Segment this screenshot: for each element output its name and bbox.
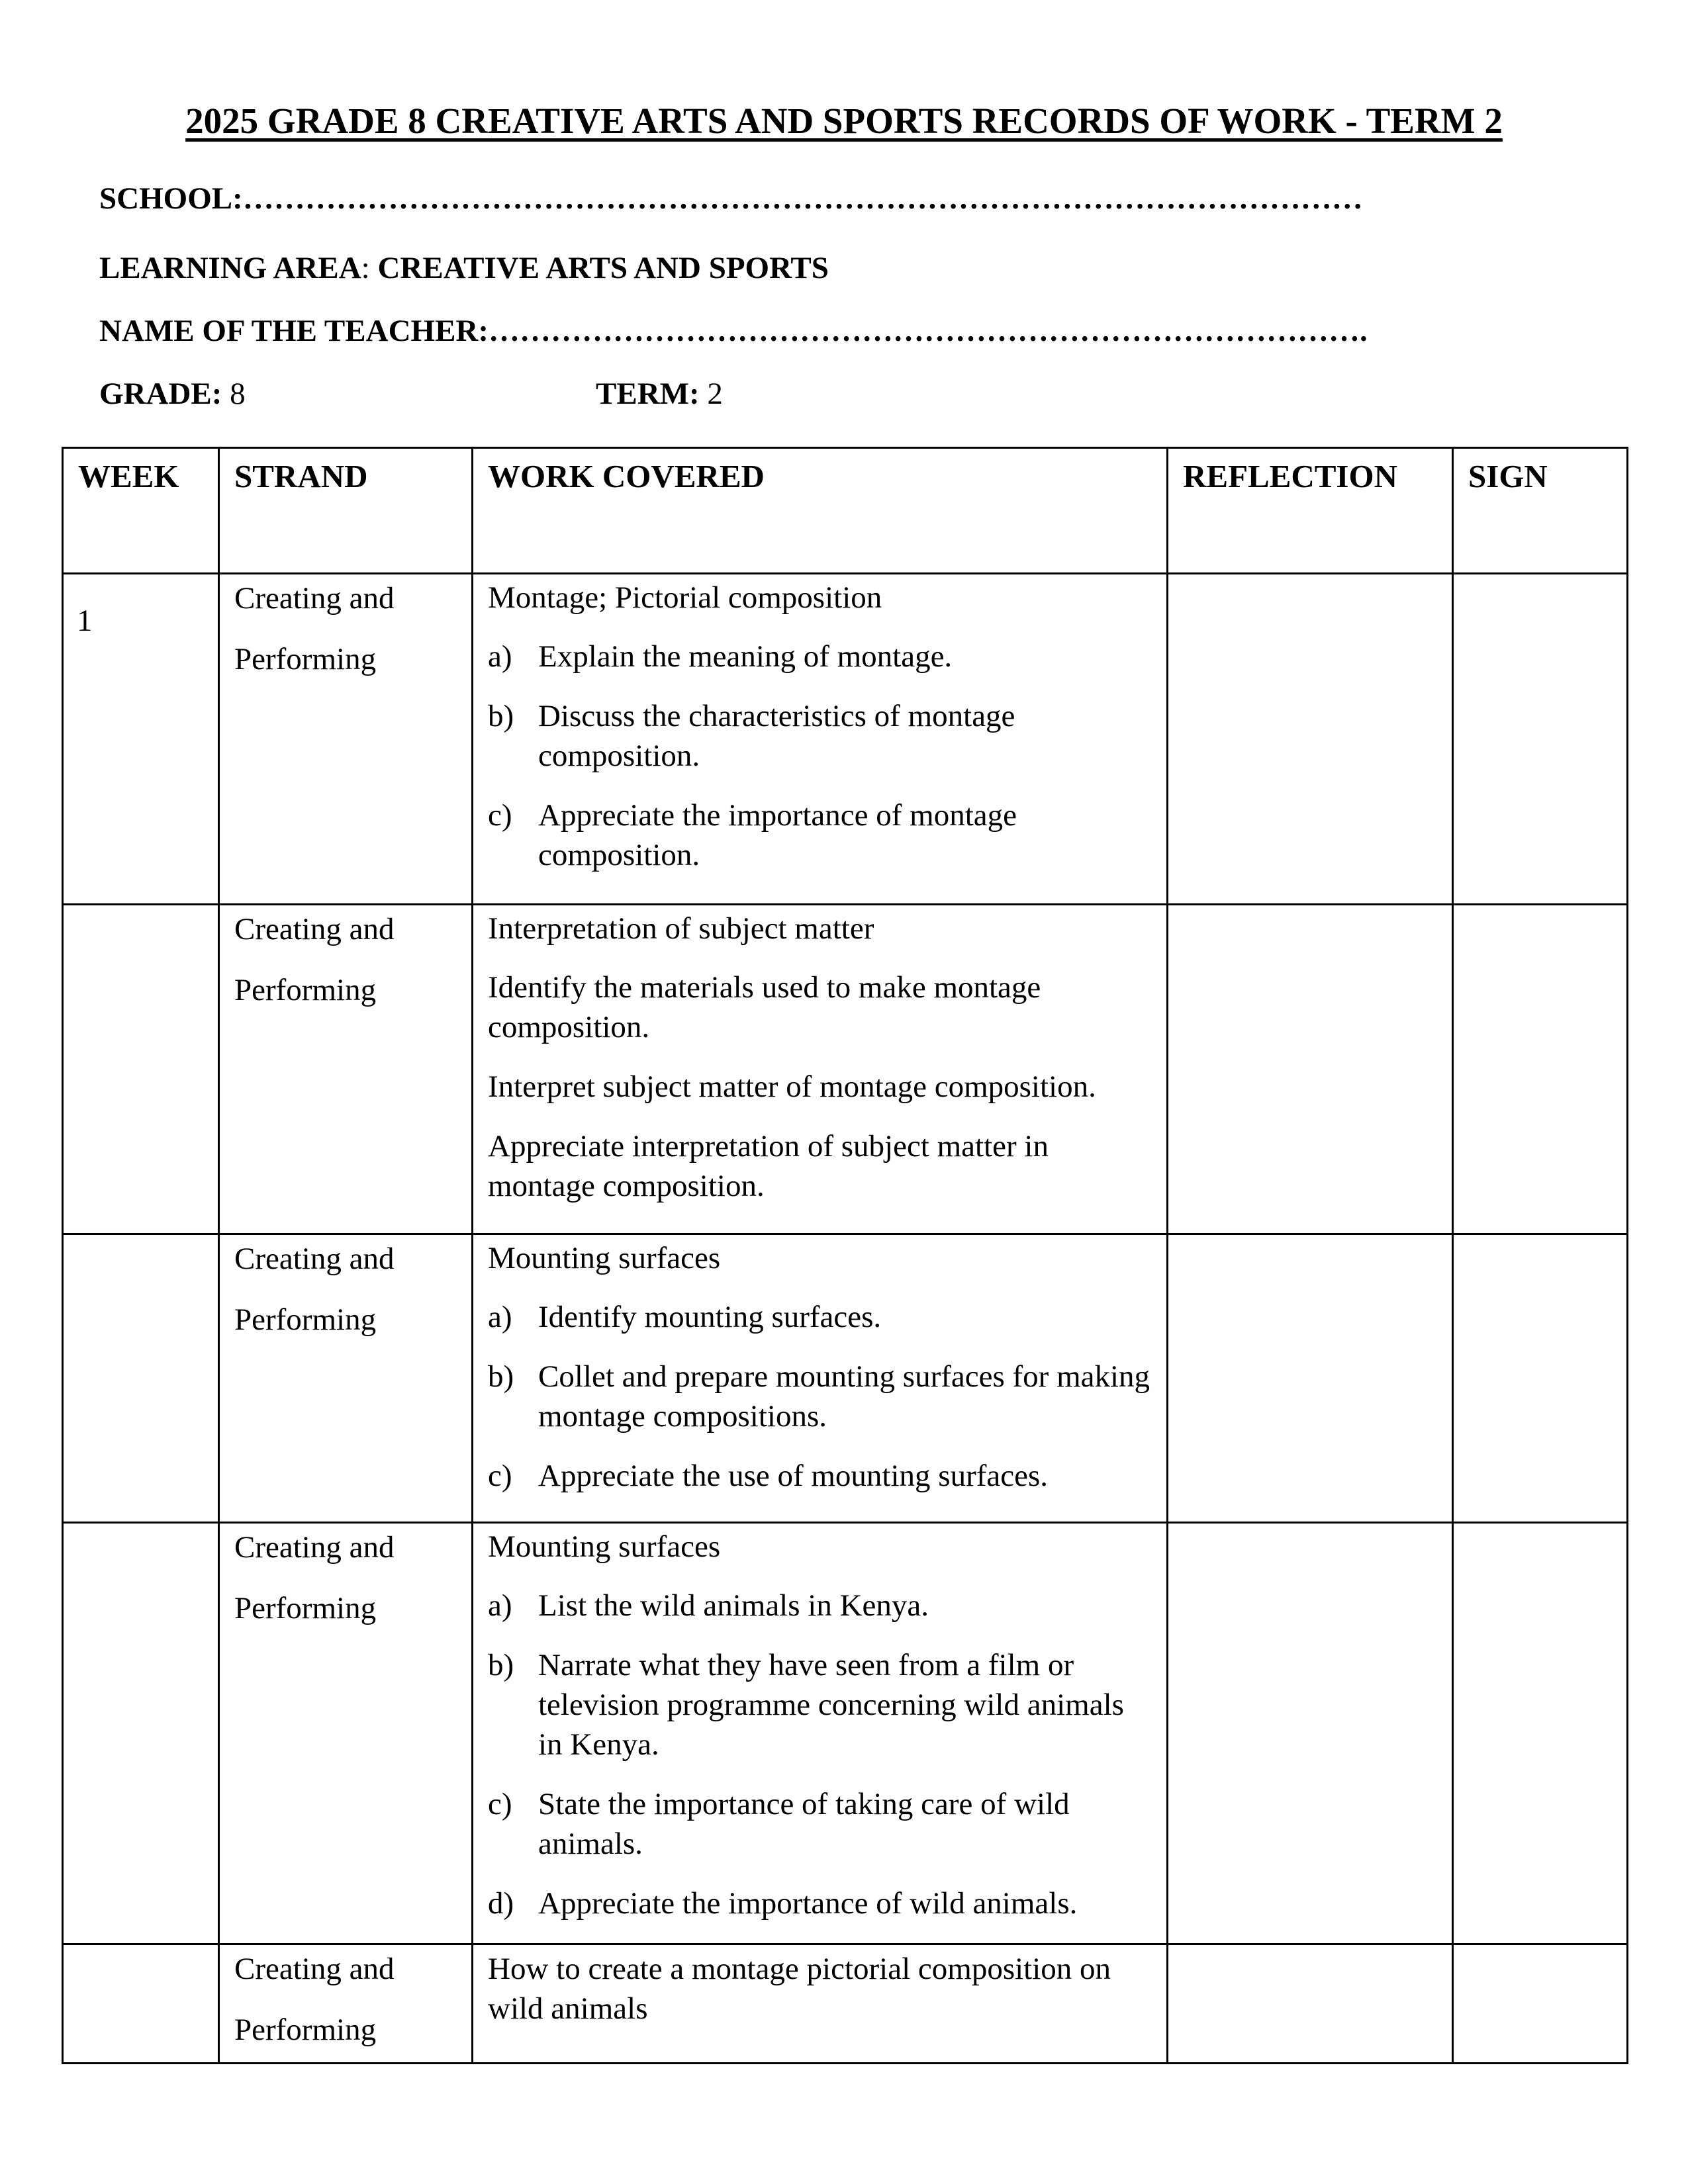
sign-cell[interactable]	[1453, 1523, 1628, 1944]
school-value: ………………………………………………………………………………………………	[242, 181, 1363, 216]
work-covered-cell	[473, 1944, 1168, 2064]
list-item	[488, 796, 1153, 875]
sign-cell[interactable]	[1453, 1944, 1628, 2064]
strand-cell	[219, 905, 473, 1234]
strand-line: Performing	[234, 1302, 377, 1337]
sign-cell[interactable]	[1453, 574, 1628, 905]
list-label: a)	[488, 1300, 512, 1334]
sign-cell[interactable]	[1453, 1234, 1628, 1523]
list-item	[488, 1784, 1153, 1864]
strand-cell	[219, 574, 473, 905]
list-text: Appreciate the use of mounting surfaces.	[538, 1459, 1049, 1493]
list-text: Collet and prepare mounting surfaces for making montage compositions.	[538, 1359, 1150, 1433]
grade-field	[99, 377, 246, 411]
list-label: a)	[488, 639, 512, 674]
grade-term-line	[99, 374, 723, 414]
strand-cell	[219, 1234, 473, 1523]
strand-line: Creating and	[234, 1530, 395, 1565]
work-covered-cell	[473, 1234, 1168, 1523]
header-reflection: REFLECTION	[1168, 448, 1453, 574]
week-cell	[63, 1944, 219, 2064]
strand-line: Creating and	[234, 1242, 395, 1276]
week-cell	[63, 1234, 219, 1523]
header-week: WEEK	[63, 448, 219, 574]
header-work-covered: WORK COVERED	[473, 448, 1168, 574]
school-field	[99, 179, 1363, 218]
work-heading: Interpretation of subject matter	[488, 911, 874, 946]
list-text: Appreciate the importance of wild animals.	[538, 1886, 1078, 1921]
table-row	[63, 574, 1628, 905]
list-text: Identify mounting surfaces.	[538, 1300, 882, 1334]
list-text: State the importance of taking care of wild animals.	[538, 1787, 1070, 1861]
learning-area-separator: :	[361, 251, 378, 285]
strand-cell	[219, 1944, 473, 2064]
list-label: b)	[488, 1359, 514, 1394]
strand-line: Performing	[234, 2013, 377, 2047]
list-text: List the wild animals in Kenya.	[538, 1588, 929, 1623]
list-item	[488, 1645, 1153, 1764]
work-covered-cell	[473, 1523, 1168, 1944]
reflection-cell[interactable]	[1168, 1523, 1453, 1944]
term-label: TERM:	[596, 377, 700, 411]
term-field	[596, 374, 723, 414]
list-text: Discuss the characteristics of montage composition.	[538, 699, 1015, 773]
list-item	[488, 1456, 1153, 1496]
reflection-cell[interactable]	[1168, 1234, 1453, 1523]
week-cell	[63, 905, 219, 1234]
table-row	[63, 905, 1628, 1234]
strand-line: Performing	[234, 1591, 377, 1625]
learning-area-label: LEARNING AREA	[99, 251, 361, 285]
work-covered-cell	[473, 905, 1168, 1234]
school-label: SCHOOL:	[99, 181, 243, 216]
table-row	[63, 1944, 1628, 2064]
header-strand: STRAND	[219, 448, 473, 574]
grade-label: GRADE:	[99, 377, 222, 411]
strand-line: Creating and	[234, 1952, 395, 1986]
list-item	[488, 1586, 1153, 1625]
teacher-field	[99, 311, 1368, 351]
list-label: c)	[488, 1459, 512, 1493]
work-item-text: Appreciate interpretation of subject matter in montage composition.	[488, 1129, 1049, 1203]
teacher-label: NAME OF THE TEACHER:	[99, 314, 489, 348]
sign-cell[interactable]	[1453, 905, 1628, 1234]
list-text: Narrate what they have seen from a film or television programme concerning wild animals in Kenya.	[538, 1648, 1124, 1762]
list-item	[488, 1884, 1153, 1923]
document-title: 2025 GRADE 8 CREATIVE ARTS AND SPORTS RECORDS OF WORK - TERM 2	[185, 101, 1503, 141]
strand-line: Creating and	[234, 912, 395, 946]
work-heading: Mounting surfaces	[488, 1529, 721, 1564]
term-value: 2	[699, 377, 723, 411]
list-label: c)	[488, 798, 512, 833]
strand-cell	[219, 1523, 473, 1944]
strand-line: Performing	[234, 642, 377, 676]
week-cell	[63, 1523, 219, 1944]
reflection-cell[interactable]	[1168, 574, 1453, 905]
list-label: b)	[488, 699, 514, 733]
work-item-text: Interpret subject matter of montage composition.	[488, 1069, 1096, 1104]
work-covered-cell	[473, 574, 1168, 905]
learning-area-value: CREATIVE ARTS AND SPORTS	[377, 251, 829, 285]
list-item	[488, 637, 1153, 676]
list-item	[488, 696, 1153, 776]
grade-value: 8	[222, 377, 246, 411]
list-item	[488, 1357, 1153, 1436]
list-label: c)	[488, 1787, 512, 1821]
reflection-cell[interactable]	[1168, 905, 1453, 1234]
strand-line: Performing	[234, 973, 377, 1007]
strand-line: Creating and	[234, 581, 395, 615]
work-heading: How to create a montage pictorial composition on wild animals	[488, 1952, 1111, 2026]
week-cell: 1	[63, 574, 219, 905]
teacher-value: ………………………………………………………………………….	[489, 314, 1368, 348]
work-heading: Montage; Pictorial composition	[488, 580, 882, 615]
table-header-row	[63, 448, 1628, 574]
learning-area-field	[99, 248, 829, 288]
work-item-text: Identify the materials used to make montage composition.	[488, 970, 1041, 1044]
list-text: Appreciate the importance of montage composition.	[538, 798, 1017, 872]
list-label: b)	[488, 1648, 514, 1682]
table-row	[63, 1523, 1628, 1944]
list-item	[488, 1297, 1153, 1337]
header-sign: SIGN	[1453, 448, 1628, 574]
records-of-work-table	[62, 447, 1628, 2064]
list-label: d)	[488, 1886, 514, 1921]
list-label: a)	[488, 1588, 512, 1623]
reflection-cell[interactable]	[1168, 1944, 1453, 2064]
table-row	[63, 1234, 1628, 1523]
work-heading: Mounting surfaces	[488, 1241, 721, 1275]
list-text: Explain the meaning of montage.	[538, 639, 953, 674]
